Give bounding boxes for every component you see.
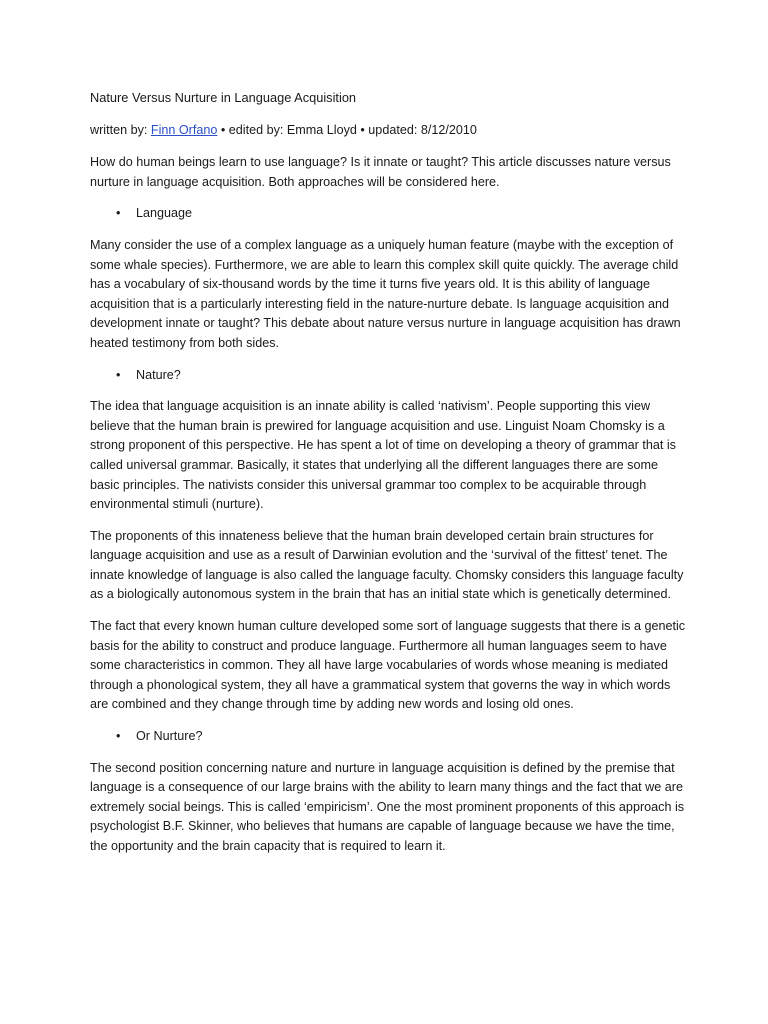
byline (90, 121, 686, 141)
author-link[interactable]: Finn Orfano (150, 122, 218, 137)
paragraph: The fact that every known human culture developed some sort of language suggests that there is a genetic basis for the ability to construct and produce language. Furthermore all human languages seem to have some characteristics in common. They all have large vocabularies of words whose meaning is mediated through a phonological system, they all have a grammatical system that governs the way in which words are combined and they change through time by adding new words and losing old ones. (90, 619, 686, 712)
bullet-icon: • (116, 367, 121, 382)
edit-info: • edited by: Emma Lloyd • updated: 8/12/2010 (217, 122, 477, 137)
section-heading-language (90, 204, 686, 224)
paragraph: The proponents of this innateness believe that the human brain developed certain brain structures for language acquisition and use as a result of Darwinian evolution and the ‘survival of the fittest’ tenet. The innate knowledge of language is also called the language faculty. Chomsky considers this language faculty as a biologically autonomous system in the brain that has an initial state which is genetically determined. (90, 528, 684, 602)
paragraph: The idea that language acquisition is an innate ability is called ‘nativism’. People supporting this view believe that the human brain is prewired for language acquisition and use. Linguist Noam Chomsky is a strong proponent of this perspective. He has spent a lot of time on developing a theory of grammar that is called universal grammar. Basically, it states that underlying all the different languages there are some basic principles. The nativists consider this universal grammar too complex to be acquirable through environmental stimuli (nurture). (90, 399, 676, 512)
section-heading-text: Language (136, 206, 193, 221)
paragraph: The second position concerning nature and nurture in language acquisition is defined by the premise that language is a consequence of our large brains with the ability to learn many things and the fact that we are extremely social beings. This is called ‘empiricism’. One the most prominent proponents of this approach is psychologist B.F. Skinner, who believes that humans are capable of language because we have the time, the opportunity and the brain capacity that is required to learn it. (90, 760, 685, 853)
section-heading-text: Nature? (136, 367, 181, 382)
section-heading-nurture (90, 727, 686, 747)
bullet-icon: • (116, 729, 121, 744)
intro-paragraph: How do human beings learn to use language? Is it innate or taught? This article discusses nature versus nurture in language acquisition. Both approaches will be considered here. (90, 155, 671, 189)
bullet-icon: • (116, 206, 121, 221)
paragraph: Many consider the use of a complex language as a uniquely human feature (maybe with the exception of some whale species). Furthermore, we are able to learn this complex skill quite quickly. The average child has a vocabulary of six-thousand words by the time it turns five years old. It is this ability of language acquisition that is a particularly interesting field in the nature-nurture debate. Is language acquisition and development innate or taught? This debate about nature versus nurture in language acquisition has drawn heated testimony from both sides. (90, 237, 681, 350)
section-heading-text: Or Nurture? (136, 729, 203, 744)
article-title: Nature Versus Nurture in Language Acquisition (90, 90, 357, 105)
section-heading-nature (90, 366, 686, 386)
document-page (90, 88, 686, 869)
written-by-label: written by: (90, 122, 151, 137)
